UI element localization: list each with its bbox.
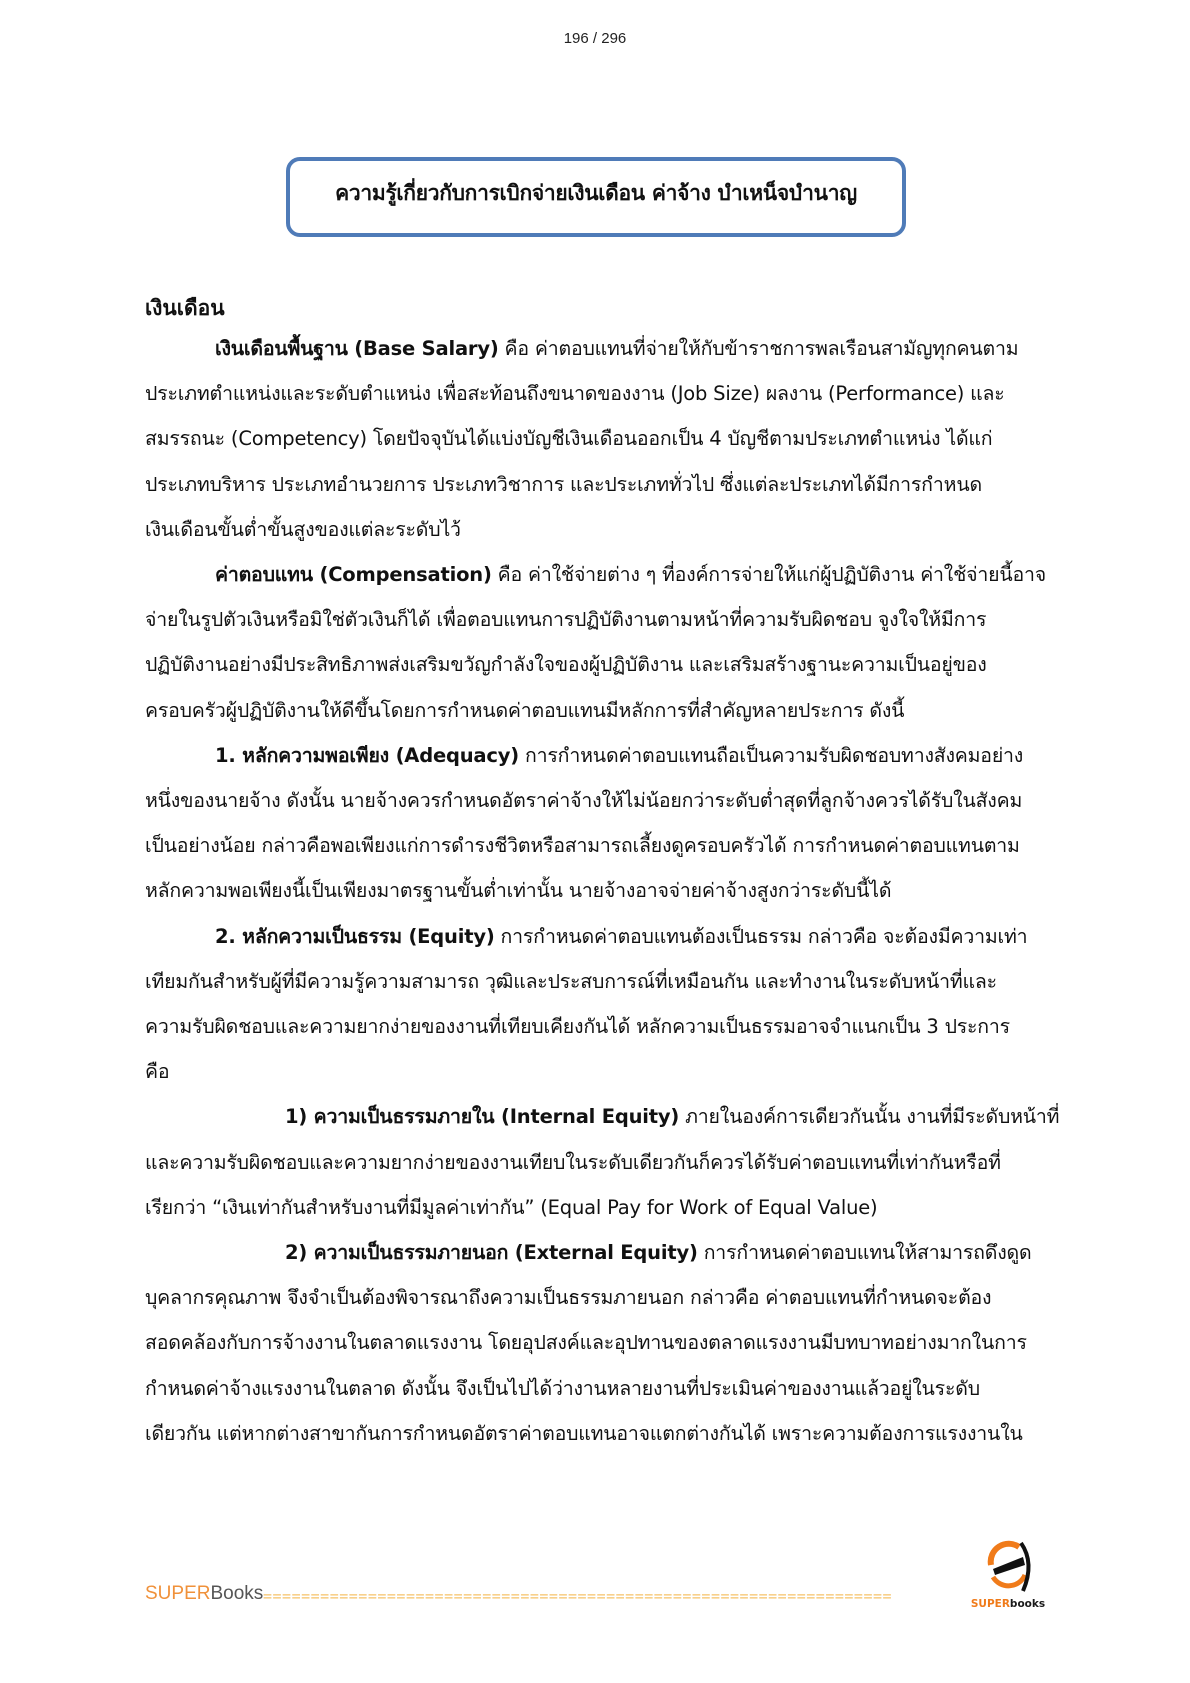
bold-term: เงินเดือนพื้นฐาน (Base Salary) — [215, 337, 499, 360]
line-text: คือ — [145, 1060, 170, 1084]
line-text: เรียกว่า “เงินเท่ากันสำหรับงานที่มีมูลค่าเท่ากัน” (Equal Pay for Work of Equal Value) — [145, 1195, 878, 1219]
text-line — [145, 425, 992, 453]
text-line — [145, 968, 997, 996]
line-text: ประเภทบริหาร ประเภทอำนวยการ ประเภทวิชาการ และประเภททั่วไป ซึ่งแต่ละประเภทได้มีการกำหนด — [145, 472, 982, 496]
text-line — [145, 832, 1020, 860]
text-line — [145, 651, 987, 679]
text-line — [145, 697, 904, 725]
footer-brand — [145, 1583, 263, 1605]
text-line — [145, 471, 982, 499]
line-text: เดียวกัน แต่หากต่างสาขากันการกำหนดอัตราค่าตอบแทนอาจแตกต่างกันได้ เพราะความต้องการแรงงานใน — [145, 1421, 1023, 1445]
section-heading: เงินเดือน — [145, 296, 225, 320]
document-title: ความรู้เกี่ยวกับการเบิกจ่ายเงินเดือน ค่าจ้าง บำเหน็จบำนาญ — [335, 181, 857, 205]
logo-wordmark: SUPERbooks — [970, 1598, 1046, 1610]
line-text: สมรรถนะ (Competency) โดยปัจจุบันได้แบ่งบัญชีเงินเดือนออกเป็น 4 บัญชีตามประเภทตำแหน่ง ได้แก่ — [145, 427, 993, 451]
bold-term: 1) ความเป็นธรรมภายใน (Internal Equity) — [285, 1105, 680, 1129]
line-text: คือ ค่าใช้จ่ายต่าง ๆ ที่องค์การจ่ายให้แก่ผู้ปฏิบัติงาน ค่าใช้จ่ายนี้อาจ — [491, 563, 1046, 586]
text-line — [215, 923, 1027, 951]
line-text: หนึ่งของนายจ้าง ดังนั้น นายจ้างควรกำหนดอัตราค่าจ้างให้ไม่น้อยกว่าระดับต่ำสุดที่ลูกจ้างควรได้รับในสังคม — [145, 789, 1023, 812]
line-text: ภายในองค์การเดียวกันนั้น งานที่มีระดับหน้าที่ — [679, 1105, 1060, 1129]
text-line — [215, 742, 1023, 770]
bold-term: ค่าตอบแทน (Compensation) — [215, 563, 492, 586]
text-line — [215, 561, 1046, 589]
line-text: การกำหนดค่าตอบแทนให้สามารถดึงดูด — [697, 1241, 1032, 1264]
footer-brand-super: SUPER — [145, 1583, 211, 1604]
text-line — [145, 787, 1022, 815]
text-line — [145, 877, 891, 905]
line-text: ประเภทตำแหน่งและระดับตำแหน่ง เพื่อสะท้อนถึงขนาดของงาน (Job Size) ผลงาน (Performance) และ — [145, 382, 1005, 406]
text-line — [145, 1149, 1001, 1177]
line-text: เทียมกันสำหรับผู้ที่มีความรู้ความสามารถ วุฒิและประสบการณ์ที่เหมือนกัน และทำงานในระดับหน้าที่และ — [145, 969, 997, 993]
text-line — [145, 1194, 877, 1222]
line-text: การกำหนดค่าตอบแทนต้องเป็นธรรม กล่าวคือ จะต้องมีความเท่า — [494, 924, 1028, 948]
bold-term: 1. หลักความพอเพียง (Adequacy) — [215, 743, 519, 767]
superbooks-logo — [963, 1535, 1053, 1610]
line-text: เงินเดือนขั้นต่ำขั้นสูงของแต่ละระดับไว้ — [145, 517, 461, 541]
swoosh-logo-icon — [963, 1535, 1053, 1597]
text-line — [285, 1239, 1031, 1267]
footer-brand-books: Books — [210, 1583, 264, 1604]
line-text: จ่ายในรูปตัวเงินหรือมิใช่ตัวเงินก็ได้ เพื่อตอบแทนการปฏิบัติงานตามหน้าที่ความรับผิดชอบ จูงใจให้มีการ — [145, 608, 987, 632]
text-line — [285, 1103, 1059, 1131]
footer-divider: ================================================================== — [263, 1587, 893, 1605]
line-text: หลักความพอเพียงนี้เป็นเพียงมาตรฐานขั้นต่ำเท่านั้น นายจ้างอาจจ่ายค่าจ้างสูงกว่าระดับนี้ได้ — [145, 879, 892, 903]
line-text: สอดคล้องกับการจ้างงานในตลาดแรงงาน โดยอุปสงค์และอุปทานของตลาดแรงงานมีบทบาทอย่างมากในการ — [145, 1331, 1027, 1355]
text-line — [145, 1329, 1027, 1357]
line-text: ครอบครัวผู้ปฏิบัติงานให้ดีขึ้นโดยการกำหนดค่าตอบแทนมีหลักการที่สำคัญหลายประการ ดังนี้ — [145, 698, 905, 722]
text-line — [145, 380, 1005, 408]
line-text: ปฏิบัติงานอย่างมีประสิทธิภาพส่งเสริมขวัญกำลังใจของผู้ปฏิบัติงาน และเสริมสร้างฐานะความเป็นอยู่ของ — [145, 653, 987, 677]
text-line — [145, 1058, 169, 1086]
text-line — [145, 1420, 1023, 1448]
page-indicator: 196 / 296 — [563, 30, 627, 47]
line-text: คือ ค่าตอบแทนที่จ่ายให้กับข้าราชการพลเรือนสามัญทุกคนตาม — [498, 337, 1019, 360]
line-text: กำหนดค่าจ้างแรงงานในตลาด ดังนั้น จึงเป็นไปได้ว่างานหลายงานที่ประเมินค่าของงานแล้วอยู่ในระดับ — [145, 1376, 980, 1400]
bold-term: 2. หลักความเป็นธรรม (Equity) — [215, 924, 495, 948]
title-box — [286, 157, 906, 237]
text-line — [145, 1375, 980, 1403]
text-line — [145, 606, 986, 634]
line-text: การกำหนดค่าตอบแทนถือเป็นความรับผิดชอบทางสังคมอย่าง — [518, 743, 1024, 767]
text-line — [145, 1013, 1010, 1041]
text-line — [145, 516, 461, 544]
line-text: เป็นอย่างน้อย กล่าวคือพอเพียงแก่การดำรงชีวิตหรือสามารถเลี้ยงดูครอบครัวได้ การกำหนดค่าตอบแทนตาม — [145, 834, 1020, 858]
line-text: ความรับผิดชอบและความยากง่ายของงานที่เทียบเคียงกันได้ หลักความเป็นธรรมอาจจำแนกเป็น 3 ประการ — [145, 1015, 1010, 1038]
line-text: และความรับผิดชอบและความยากง่ายของงานเทียบในระดับเดียวกันก็ควรได้รับค่าตอบแทนที่เท่ากันหรือที่ — [145, 1150, 1001, 1174]
bold-term: 2) ความเป็นธรรมภายนอก (External Equity) — [285, 1241, 698, 1264]
text-line — [145, 1284, 991, 1312]
text-line — [215, 335, 1018, 363]
footer — [145, 1583, 1050, 1613]
line-text: บุคลากรคุณภาพ จึงจำเป็นต้องพิจารณาถึงความเป็นธรรมภายนอก กล่าวคือ ค่าตอบแทนที่กำหนดจะต้อง — [145, 1286, 992, 1310]
